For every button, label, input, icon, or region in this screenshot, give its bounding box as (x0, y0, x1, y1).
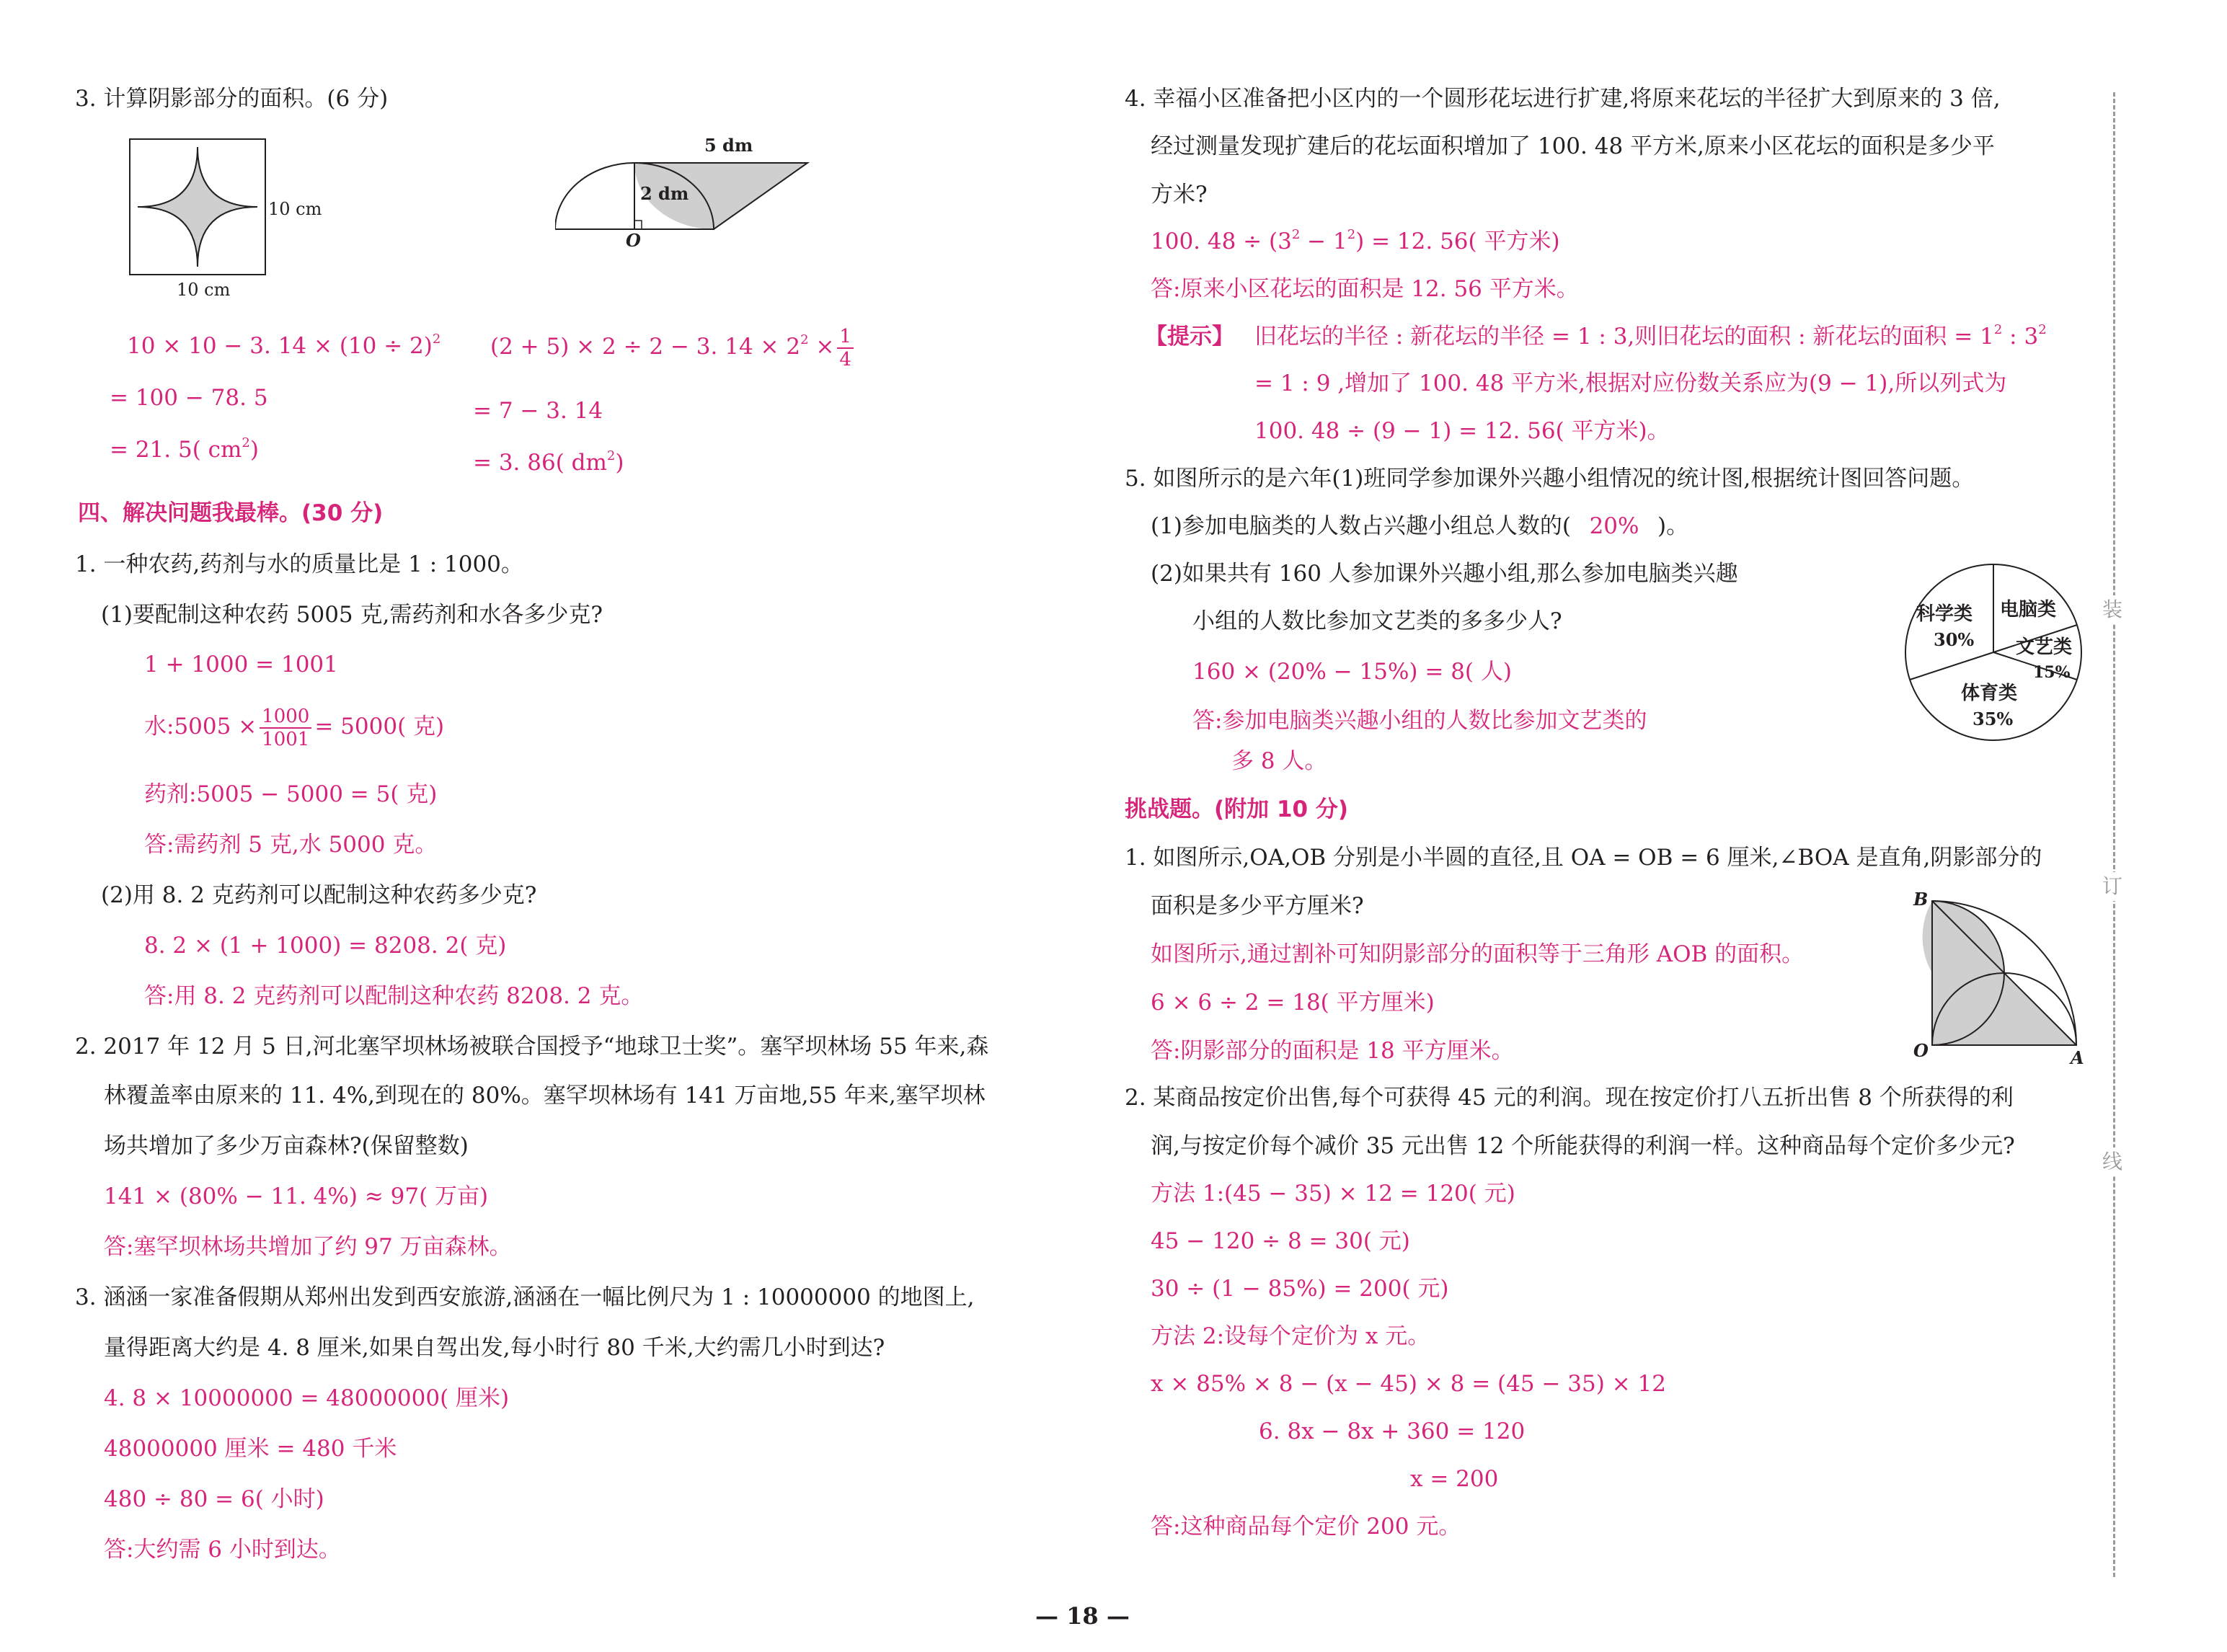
p4-line2: 经过测量发现扩建后的花坛面积增加了 100. 48 平方米,原来小区花坛的面积是多少平 (1151, 133, 1995, 159)
p5-sub1: (1)参加电脑类的人数占兴趣小组总人数的( 20% )。 (1151, 513, 1689, 539)
c2-line1: 2. 某商品按定价出售,每个可获得 45 元的利润。现在按定价打八五折出售 8 个所获得的利 (1125, 1085, 2014, 1111)
c2-method1-line1: 方法 1:(45 − 35) × 12 = 120( 元) (1151, 1181, 1515, 1207)
pie-sports-label: 体育类 (1961, 683, 2018, 704)
fig2-o-label: O (626, 230, 641, 251)
p2-solution: 141 × (80% − 11. 4%) ≈ 97( 万亩) (104, 1184, 489, 1209)
c2-method1-line3: 30 ÷ (1 − 85%) = 200( 元) (1151, 1276, 1449, 1302)
sol1-line3: = 21. 5( $cm^2$) (110, 435, 259, 463)
p1-line1: 1 + 1000 = 1001 (144, 652, 338, 678)
p1-title: 1. 一种农药,药剂与水的质量比是 1 : 1000。 (75, 551, 523, 577)
sol2-line3: = 3. 86( $dm^2$) (473, 448, 624, 476)
c1-answer: 答:阴影部分的面积是 18 平方厘米。 (1151, 1038, 1514, 1064)
p4-answer: 答:原来小区花坛的面积是 12. 56 平方米。 (1151, 276, 1579, 302)
pie-science-label: 科学类 (1916, 603, 1973, 625)
square-star-figure (123, 136, 332, 301)
p5-sub2-line2: 小组的人数比参加文艺类的多多少人? (1192, 608, 1562, 634)
pie-arts-pct: 15% (2033, 663, 2071, 682)
pie-sports-pct: 35% (1973, 709, 2014, 729)
binding-mark-3: 线 (2102, 1147, 2122, 1176)
p3-line3: 4. 8 × 10000000 = 48000000( 厘米) (104, 1385, 510, 1411)
p1-sub1: (1)要配制这种农药 5005 克,需药剂和水各多少克? (101, 602, 603, 628)
p1-line2: 水:5005 × $\frac{1000}{1001}$ = 5000( 克) (144, 705, 445, 750)
page-number: — 18 — (1035, 1602, 1130, 1630)
p4-hint-label: 【提示】 (1145, 324, 1234, 350)
p3-line1: 3. 涵涵一家准备假期从郑州出发到西安旅游,涵涵在一幅比例尺为 1 : 10000000 的地图上, (75, 1284, 975, 1310)
c2-method2-line2: x × 85% × 8 − (x − 45) × 8 = (45 − 35) × 12 (1151, 1371, 1666, 1397)
p4-hint-line1: 旧花坛的半径 : 新花坛的半径 = 1 : 3,则旧花坛的面积 : 新花坛的面积 = $1^2$ : $3^2$ (1254, 322, 2047, 350)
p1-line3: 药剂:5005 − 5000 = 5( 克) (144, 781, 438, 807)
challenge-title: 挑战题。(附加 10 分) (1125, 796, 1349, 822)
c1-solution2: 6 × 6 ÷ 2 = 18( 平方厘米) (1151, 990, 1435, 1016)
fig1-bottom-label: 10 cm (177, 280, 231, 300)
semicircle-figure (555, 130, 822, 259)
sol2-line1: (2 + 5) × 2 ÷ 2 − 3. $14 \times 2^2$ × $\frac{1}{4}$ (490, 321, 856, 372)
fig-a-label: A (2071, 1047, 2084, 1067)
fig2-height-label: 2 dm (640, 183, 689, 204)
p3-line2: 量得距离大约是 4. 8 厘米,如果自驾出发,每小时行 80 千米,大约需几小时到达? (104, 1335, 885, 1361)
p5-sub2-line1: (2)如果共有 160 人参加课外兴趣小组,那么参加电脑类兴趣 (1151, 561, 1738, 587)
binding-line (2113, 92, 2115, 1577)
quarter-circle-figure (1911, 887, 2091, 1067)
c1-line2: 面积是多少平方厘米? (1151, 893, 1364, 919)
c1-solution1: 如图所示,通过割补可知阴影部分的面积等于三角形 AOB 的面积。 (1151, 941, 1805, 967)
fig2-top-label: 5 dm (704, 135, 753, 156)
fig-o-label: O (1913, 1040, 1929, 1061)
p4-line3: 方米? (1151, 182, 1208, 208)
c2-method2-line4: x = 200 (1410, 1466, 1499, 1492)
p2-line1: 2. 2017 年 12 月 5 日,河北塞罕坝林场被联合国授予“地球卫士奖”。塞罕坝林场 55 年来,森 (75, 1034, 989, 1060)
p4-line1: 4. 幸福小区准备把小区内的一个圆形花坛进行扩建,将原来花坛的半径扩大到原来的 3 倍, (1125, 86, 2001, 112)
section4-title: 四、解决问题我最棒。(30 分) (78, 500, 384, 526)
c2-method1-line2: 45 − 120 ÷ 8 = 30( 元) (1151, 1228, 1410, 1254)
pie-science-pct: 30% (1934, 629, 1975, 650)
p1-line4: 8. 2 × (1 + 1000) = 8208. 2( 克) (144, 933, 507, 959)
fig1-side-label: 10 cm (268, 199, 322, 219)
sol1-line2: = 100 − 78. 5 (110, 385, 268, 411)
fig-b-label: B (1913, 889, 1929, 910)
p2-line3: 场共增加了多少万亩森林?(保留整数) (104, 1133, 469, 1159)
sol1-line1: 10 × 10 − 3. $14 \times (10 \div 2)^2$ (127, 332, 441, 359)
p3-line4: 48000000 厘米 = 480 千米 (104, 1436, 397, 1462)
binding-mark-2: 订 (2102, 872, 2122, 901)
p5-answer-line2: 多 8 人。 (1231, 748, 1327, 774)
p2-answer: 答:塞罕坝林场共增加了约 97 万亩森林。 (104, 1234, 512, 1260)
pie-arts-label: 文艺类 (2016, 636, 2073, 658)
c2-line2: 润,与按定价每个减价 35 元出售 12 个所能获得的利润一样。这种商品每个定价多少元? (1151, 1133, 2015, 1159)
c2-answer: 答:这种商品每个定价 200 元。 (1151, 1514, 1461, 1540)
c2-method2-line3: 6. 8x − 8x + 360 = 120 (1259, 1418, 1526, 1444)
p1-answer2: 答:用 8. 2 克药剂可以配制这种农药 8208. 2 克。 (144, 983, 644, 1009)
p3-answer: 答:大约需 6 小时到达。 (104, 1537, 341, 1563)
p2-line2: 林覆盖率由原来的 11. 4%,到现在的 80%。塞罕坝林场有 141 万亩地,55 年来,塞罕坝林 (104, 1083, 986, 1109)
p4-solution: 100. $48 \div (3^2 - 1^2) = 12$. 56( 平方米) (1151, 227, 1560, 254)
p5-answer-line1: 答:参加电脑类兴趣小组的人数比参加文艺类的 (1192, 708, 1647, 734)
p5-sub1-answer: 20% (1589, 513, 1639, 539)
interest-group-pie (1896, 555, 2091, 750)
p4-hint-line2: = 1 : 9 ,增加了 100. 48 平方米,根据对应份数关系应为(9 − 1),所以列式为 (1254, 370, 2007, 396)
sol2-line2: = 7 − 3. 14 (473, 398, 603, 424)
pie-computer-label: 电脑类 (2000, 599, 2057, 621)
q3-title: 3. 计算阴影部分的面积。(6 分) (75, 86, 389, 112)
p1-answer1: 答:需药剂 5 克,水 5000 克。 (144, 832, 438, 858)
binding-mark-1: 装 (2102, 595, 2122, 624)
p5-solution: 160 × (20% − 15%) = 8( 人) (1192, 659, 1512, 685)
p3-line5: 480 ÷ 80 = 6( 小时) (104, 1486, 324, 1512)
p4-hint-line3: 100. 48 ÷ (9 − 1) = 12. 56( 平方米)。 (1254, 418, 1670, 444)
p5-title: 5. 如图所示的是六年(1)班同学参加课外兴趣小组情况的统计图,根据统计图回答问题。 (1125, 466, 1975, 492)
c2-method2-line1: 方法 2:设每个定价为 x 元。 (1151, 1323, 1430, 1349)
p1-sub2: (2)用 8. 2 克药剂可以配制这种农药多少克? (101, 882, 537, 908)
c1-line1: 1. 如图所示,OA,OB 分别是小半圆的直径,且 OA = OB = 6 厘米,∠BOA 是直角,阴影部分的 (1125, 845, 2042, 871)
